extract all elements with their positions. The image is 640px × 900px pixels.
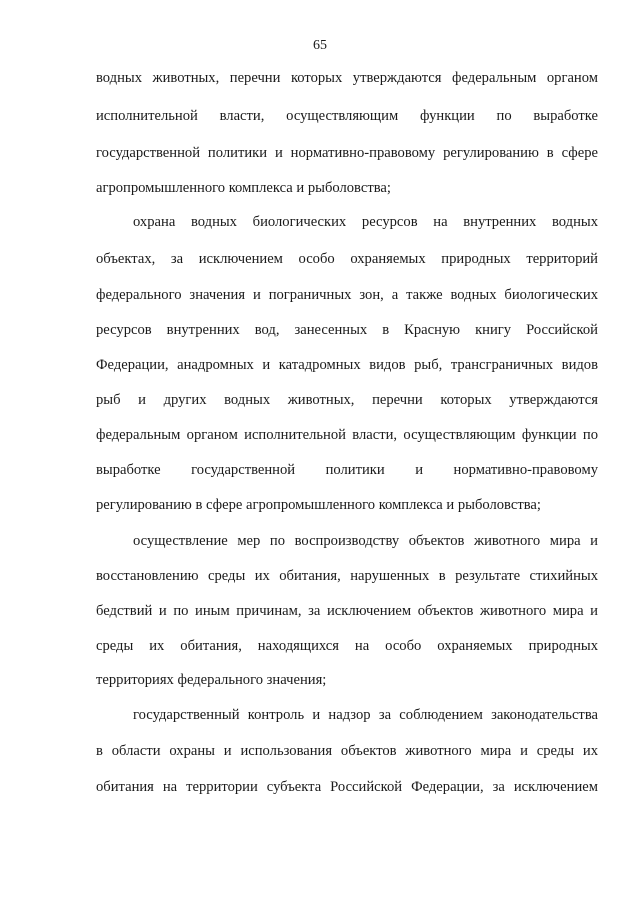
text-line: Федерации, анадромных и катадромных видов рыб, трансграничных видов: [96, 357, 598, 373]
text-line: территориях федерального значения;: [96, 672, 327, 688]
text-line: в области охраны и использования объектов животного мира и среды их: [96, 743, 598, 759]
text-line: агропромышленного комплекса и рыболовства;: [96, 180, 391, 196]
text-line: обитания на территории субъекта Российской Федерации, за исключением: [96, 779, 598, 795]
text-line: выработке государственной политики и нормативно-правовому: [96, 462, 598, 478]
text-line: государственной политики и нормативно-правовому регулированию в сфере: [96, 145, 598, 161]
text-line: среды их обитания, находящихся на особо охраняемых природных: [96, 638, 598, 654]
text-line: водных животных, перечни которых утверждаются федеральным органом: [96, 70, 598, 86]
text-line: осуществление мер по воспроизводству объектов животного мира и: [133, 533, 598, 549]
text-line: охрана водных биологических ресурсов на внутренних водных: [133, 214, 598, 230]
text-line: рыб и других водных животных, перечни которых утверждаются: [96, 392, 598, 408]
text-line: объектах, за исключением особо охраняемых природных территорий: [96, 251, 598, 267]
text-line: федерального значения и пограничных зон, а также водных биологических: [96, 287, 598, 303]
text-line: государственный контроль и надзор за соблюдением законодательства: [133, 707, 598, 723]
text-line: регулированию в сфере агропромышленного комплекса и рыболовства;: [96, 497, 541, 513]
text-line: исполнительной власти, осуществляющим функции по выработке: [96, 108, 598, 124]
text-line: федеральным органом исполнительной власти, осуществляющим функции по: [96, 427, 598, 443]
text-line: бедствий и по иным причинам, за исключением объектов животного мира и: [96, 603, 598, 619]
page-number: 65: [313, 38, 327, 53]
text-line: восстановлению среды их обитания, нарушенных в результате стихийных: [96, 568, 598, 584]
text-line: ресурсов внутренних вод, занесенных в Красную книгу Российской: [96, 322, 598, 338]
